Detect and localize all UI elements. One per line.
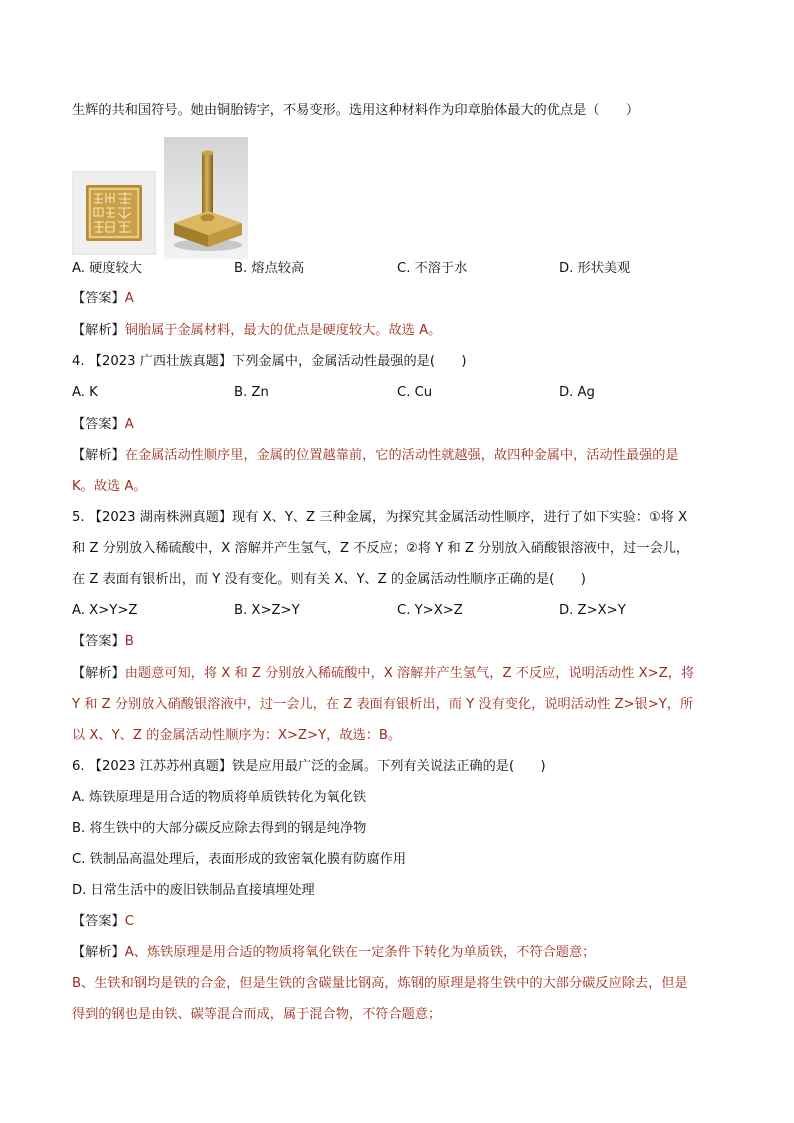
q3-analysis [72, 321, 441, 341]
answer-tag: 【答案】 [72, 914, 125, 929]
q5-stem-line-3: 在 Z 表面有银析出，而 Y 没有变化。则有关 X、Y、Z 的金属活动性顺序正确的是( ) [72, 572, 586, 587]
answer-tag: 【答案】 [72, 291, 125, 306]
analysis-tag: 【解析】 [72, 945, 125, 960]
q4-options [72, 383, 732, 403]
seal-face-image [72, 171, 156, 255]
q5-stem-line-2: 和 Z 分别放入稀硫酸中，X 溶解并产生氢气，Z 不反应；②将 Y 和 Z 分别放入硝酸银溶液中，过一会儿， [72, 541, 690, 556]
q3-option-a: A. 硬度较大 [72, 261, 142, 276]
q4-stem: 4. 【2023 广西壮族真题】下列金属中，金属活动性最强的是( ) [72, 354, 467, 369]
q5-analysis-line-3: 以 X、Y、Z 的金属活动性顺序为：X>Z>Y，故选：B。 [72, 728, 402, 743]
q6-answer [72, 912, 134, 932]
q3-answer [72, 289, 134, 309]
q4-option-b: B. Zn [234, 385, 269, 400]
q4-option-d: D. Ag [559, 385, 595, 400]
q5-option-c: C. Y>X>Z [397, 603, 463, 618]
answer-value: A [124, 417, 134, 432]
answer-value: C [124, 914, 134, 929]
q6-stem: 6. 【2023 江苏苏州真题】铁是应用最广泛的金属。下列有关说法正确的是( ) [72, 759, 546, 774]
q5-options [72, 601, 732, 621]
q3-options [72, 259, 732, 279]
q4-analysis-line-1 [72, 446, 679, 466]
q5-option-b: B. X>Z>Y [234, 603, 300, 618]
q4-analysis-line-2: K。故选 A。 [72, 479, 147, 494]
analysis-text: 铜胎属于金属材料，最大的优点是硬度较大。故选 A。 [124, 323, 442, 338]
q6-option-a: A. 炼铁原理是用合适的物质将单质铁转化为氧化铁 [72, 790, 367, 805]
q3-option-b: B. 熔点较高 [234, 261, 305, 276]
q5-option-d: D. Z>X>Y [559, 603, 626, 618]
q6-option-d: D. 日常生活中的废旧铁制品直接填埋处理 [72, 883, 315, 898]
q3-stem: 生辉的共和国符号。她由铜胎铸字，不易变形。选用这种材料作为印章胎体最大的优点是（ ） [72, 103, 640, 118]
analysis-text: A、炼铁原理是用合适的物质将氧化铁在一定条件下转化为单质铁，不符合题意； [124, 945, 596, 960]
analysis-text: 在金属活动性顺序里，金属的位置越靠前，它的活动性就越强，故四种金属中，活动性最强的是 [124, 448, 679, 463]
q3-option-d: D. 形状美观 [559, 261, 631, 276]
q4-option-a: A. K [72, 385, 98, 400]
analysis-tag: 【解析】 [72, 323, 125, 338]
q6-analysis-line-2: B、生铁和钢均是铁的合金，但是生铁的含碳量比钢高，炼钢的原理是将生铁中的大部分碳反应除去，但是 [72, 976, 688, 991]
seal-stamp-image [164, 137, 248, 259]
analysis-tag: 【解析】 [72, 448, 125, 463]
q5-analysis-line-2: Y 和 Z 分别放入硝酸银溶液中，过一会儿，在 Z 表面有银析出，而 Y 没有变化，说明活动性 Z>银>Y，所 [72, 697, 694, 712]
analysis-text: 由题意可知，将 X 和 Z 分别放入稀硫酸中，X 溶解并产生氢气，Z 不反应，说明活动性 X>Z，将 [124, 666, 695, 681]
answer-value: A [124, 291, 134, 306]
q6-option-b: B. 将生铁中的大部分碳反应除去得到的钢是纯净物 [72, 821, 367, 836]
answer-tag: 【答案】 [72, 634, 125, 649]
q6-analysis-line-1 [72, 943, 595, 963]
q4-answer [72, 415, 134, 435]
q5-option-a: A. X>Y>Z [72, 603, 138, 618]
q6-analysis-line-3: 得到的钢也是由铁、碳等混合而成，属于混合物，不符合题意； [72, 1007, 442, 1022]
q3-option-c: C. 不溶于水 [397, 261, 468, 276]
q5-stem-line-1: 5. 【2023 湖南株洲真题】现有 X、Y、Z 三种金属，为探究其金属活动性顺序，进行了如下实验：①将 X [72, 510, 688, 525]
analysis-tag: 【解析】 [72, 666, 125, 681]
q5-answer [72, 632, 134, 652]
q4-option-c: C. Cu [397, 385, 433, 400]
answer-tag: 【答案】 [72, 417, 125, 432]
answer-value: B [124, 634, 134, 649]
q5-analysis-line-1 [72, 664, 694, 684]
q6-option-c: C. 铁制品高温处理后，表面形成的致密氧化膜有防腐作用 [72, 852, 407, 867]
